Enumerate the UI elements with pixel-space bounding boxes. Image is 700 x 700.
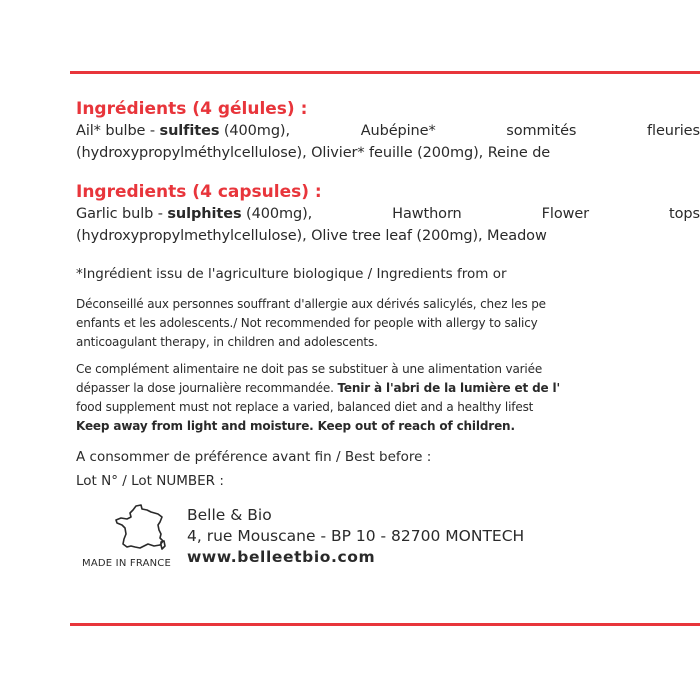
supplement-line-1: Ce complément alimentaire ne doit pas se substituer à une alimentation variée (76, 362, 543, 376)
ingredients-fr-line-2: (hydroxypropylméthylcellulose), Olivier* feuille (200mg), Reine de (76, 145, 551, 161)
label-content (76, 98, 700, 573)
supplement-line-4: Keep away from light and moisture. Keep out of reach of children. (76, 419, 515, 433)
section-ingredients-en (76, 181, 700, 247)
warning-line-3: anticoagulant therapy, in children and adolescents. (76, 335, 378, 349)
supplement-block (76, 360, 700, 436)
organic-note: *Ingrédient issu de l'agriculture biologique / Ingredients from or (76, 266, 507, 282)
warning-line-2: enfants et les adolescents./ Not recommended for people with allergy to salicy (76, 316, 538, 330)
made-in-france: MADE IN FRANCE (82, 558, 171, 569)
section-ingredients-fr (76, 98, 700, 164)
supplement-line-3: food supplement must not replace a varied, balanced diet and a healthy lifest (76, 400, 534, 414)
ingredients-en-line-1: Garlic bulb - sulphites (400mg), Hawthorn Flower tops (76, 206, 700, 222)
allergen-sulfites: sulfites (159, 123, 220, 139)
warning-line-1: Déconseillé aux personnes souffrant d'allergie aux dérivés salicylés, chez les pe (76, 297, 546, 311)
best-before: A consommer de préférence avant fin / Best before : (76, 449, 432, 465)
heading-ingredients-fr: Ingrédients (4 gélules) : (76, 99, 308, 119)
warning-block (76, 295, 700, 352)
top-red-rule (70, 71, 700, 74)
company-name: Belle & Bio (187, 506, 272, 524)
supplement-line-2: dépasser la dose journalière recommandée. Tenir à l'abri de la lumière et de l' (76, 381, 561, 395)
ingredients-en-line-2: (hydroxypropylmethylcellulose), Olive tree leaf (200mg), Meadow (76, 228, 547, 244)
lot-number: Lot N° / Lot NUMBER : (76, 473, 224, 489)
france-map-icon (114, 503, 166, 551)
ingredients-fr-line-1: Ail* bulbe - sulfites (400mg), Aubépine* sommités fleuries (76, 123, 700, 139)
company-website[interactable]: www.belleetbio.com (187, 548, 376, 566)
company-address: 4, rue Mouscane - BP 10 - 82700 MONTECH (187, 527, 525, 545)
heading-ingredients-en: Ingredients (4 capsules) : (76, 182, 322, 202)
footer (76, 503, 700, 573)
company-info (187, 505, 524, 568)
bottom-red-rule (70, 623, 700, 626)
allergen-sulphites: sulphites (167, 206, 242, 222)
